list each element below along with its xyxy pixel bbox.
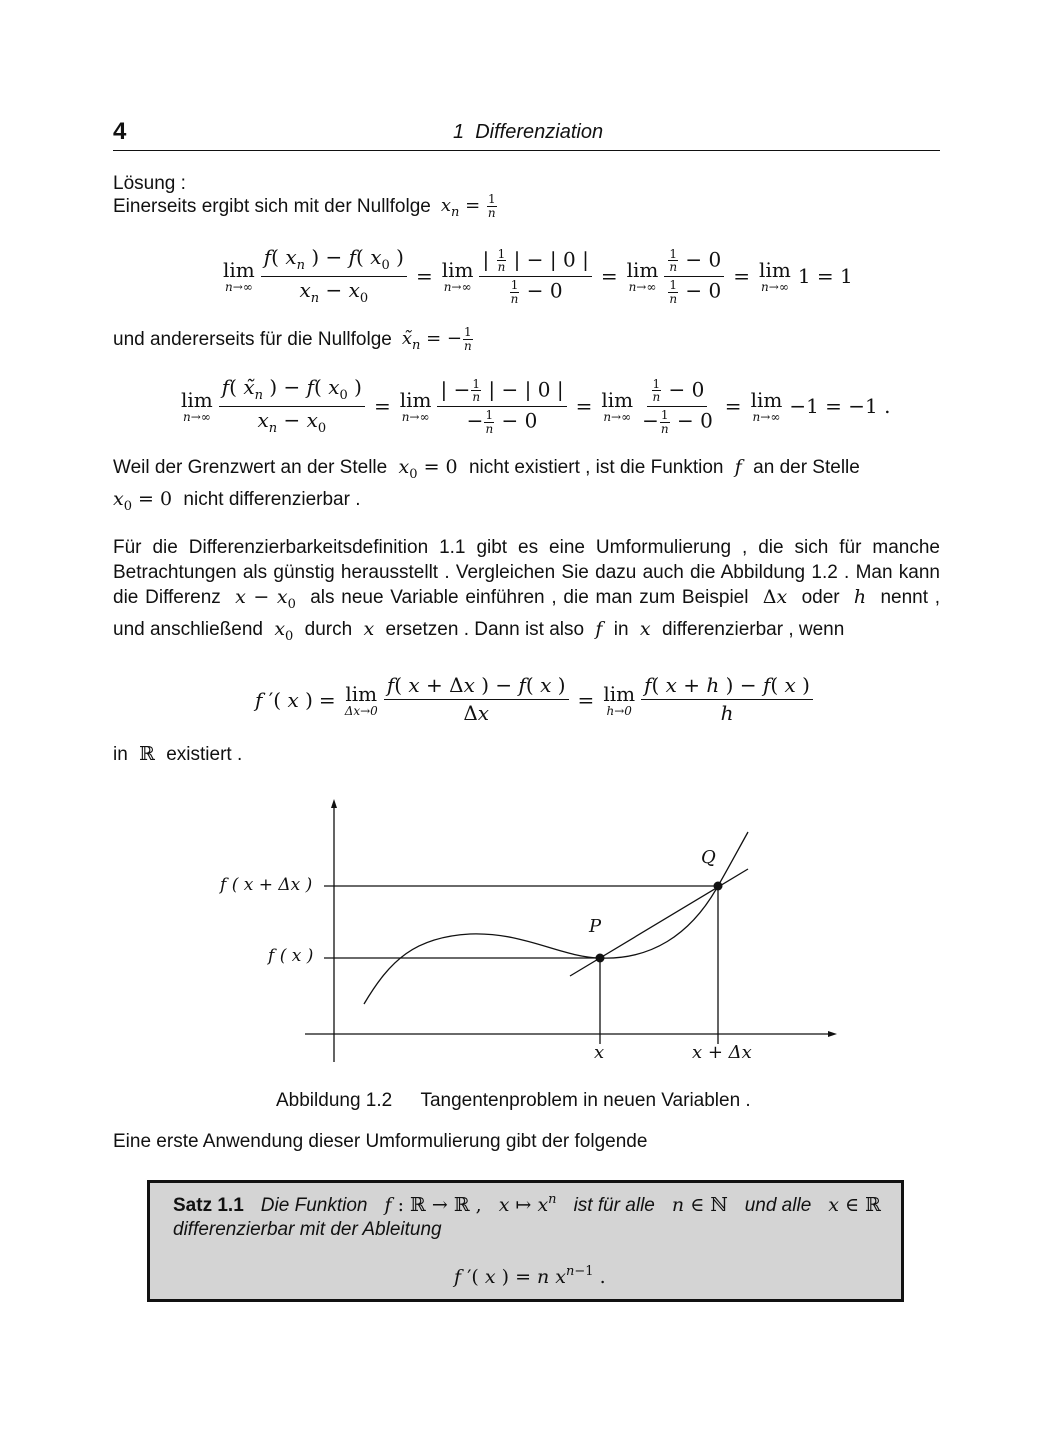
paragraph-s7: in [613, 619, 629, 640]
conclusion-text-c: an der Stelle [753, 457, 860, 478]
x-axis-arrow [828, 1031, 837, 1037]
paragraph-text: Für die Differenzierbarkeitsdefinition 1.1 gibt es eine Umformulierung , die sich für manche Betrachtungen als günstig herausstellt . Vergleichen Sie dazu auch die Abbildung 1.2 . Man kann die Differenz $x - x_0$ als neue Variable einführen , die man zum Beispiel Δx oder h nennt , und anschließend $x_0$ durch x ersetzen . Dann ist also f in x differenzierbar , wenn [113, 537, 941, 644]
sequence-xn-formula: $x_n$ = $\frac{1}{n}$ [440, 192, 496, 221]
equation-limit-right: lim n→∞ $\frac{f( x_n ) - f( x_0 )}{x_n - x_0}$ = lim n→∞ | $\frac{1}{n}$ | − | 0 | $\frac{1}{n}$ − 0 = lim n→∞ $\frac{1}{n}$ − 0 $\frac{1}{n}$ − 0 = lim n→∞ 1 = 1 [223, 245, 853, 306]
satz-intro: Eine erste Anwendung dieser Umformulierung gibt der folgende [113, 1131, 648, 1152]
exists-line: in ℝ existiert . [113, 743, 243, 765]
figure-caption [276, 1090, 751, 1112]
conclusion-line-2: $x_0 = 0$ nicht differenzierbar . [113, 488, 361, 514]
theorem-label: Satz 1.1 [173, 1195, 244, 1216]
paragraph-s2: als neue Variable einführen , die man zum Beispiel [310, 587, 749, 608]
theorem-line-1: Satz 1.1 Die Funktion f : ℝ → ℝ , x ↦ $x^n$ ist für alle n ∈ ℕ und alle x ∈ ℝ [173, 1192, 881, 1216]
page-number: 4 [113, 118, 127, 145]
theorem-text-d: differenzierbar mit der Ableitung [173, 1219, 442, 1240]
paragraph-s5: durch [304, 619, 353, 640]
conclusion-line-1: Weil der Grenzwert an der Stelle $x_0 = 0$ nicht existiert , ist die Funktion f an der Stelle [113, 456, 860, 482]
solution-label: Lösung : [113, 173, 186, 194]
conclusion-text-a: Weil der Grenzwert an der Stelle [113, 457, 388, 478]
y-axis-arrow [331, 799, 337, 808]
x-label-x-delta: x + Δx [692, 1042, 752, 1063]
paragraph-s8: differenzierbar , wenn [661, 619, 845, 640]
figure-caption-label: Abbildung 1.2 [276, 1090, 393, 1111]
figure-caption-text: Tangentenproblem in neuen Variablen . [420, 1090, 751, 1111]
point-p-marker [596, 954, 605, 963]
equation-derivative-definition: f ′( x ) = lim Δx→0 $\frac{f( x + \Delta x ) - f( x )}{\Delta x}$ = lim h→0 $\frac{f( x + h ) - f( x )}{h}$ [255, 674, 816, 725]
point-q-label: Q [701, 847, 716, 868]
conclusion-text-b: nicht existiert , ist die Funktion [468, 457, 724, 478]
theorem-text-c: und alle [744, 1195, 812, 1216]
solution-line-2-text: und andererseits für die Nullfolge [113, 328, 392, 350]
theorem-text-a: Die Funktion [260, 1195, 368, 1216]
x-label-x: x [594, 1042, 605, 1063]
paragraph-s1: Für die Differenzierbarkeitsdefinition 1.1 gibt es eine Umformulierung , die sich für manche Betrachtungen als günstig herausstellt . Vergleichen Sie dazu auch die Abbildung 1.2 . Man kann die Differenz [113, 537, 940, 608]
sequence-xtilde-formula: $x̃_n$ = − $\frac{1}{n}$ [401, 325, 472, 354]
exists-text-a: in [113, 744, 128, 765]
point-p-label: P [589, 916, 602, 937]
equation-limit-left: lim n→∞ $\frac{f( x̃_n ) - f( x_0 )}{x_n - x_0}$ = lim n→∞ | − $\frac{1}{n}$ | − | 0 | − $\frac{1}{n}$ − 0 = lim n→∞ $\frac{1}{n}$ − 0 − $\frac{1}{n}$ − 0 = lim n→∞ −1 = −1 . [181, 375, 891, 436]
theorem-text-b: ist für alle [573, 1195, 655, 1216]
paragraph-s4: nennt , und anschließend [113, 587, 941, 640]
point-q-marker [714, 882, 723, 891]
solution-line-1-text: Einerseits ergibt sich mit der Nullfolge [113, 195, 431, 217]
paragraph-s3: oder [801, 587, 840, 608]
y-label-fx: f ( x ) [268, 946, 314, 966]
y-label-fx-delta: f ( x + Δx ) [220, 875, 313, 895]
theorem-box [147, 1180, 904, 1302]
conclusion-text-d: nicht differenzierbar . [183, 489, 361, 510]
exists-text-b: existiert . [166, 744, 243, 765]
running-title: 1 Differenziation [453, 121, 604, 143]
paragraph-s6: ersetzen . Dann ist also [385, 619, 585, 640]
function-curve [364, 832, 748, 1004]
theorem-formula: f ′( x ) = n $x^{n-1}$ . [454, 1264, 606, 1288]
